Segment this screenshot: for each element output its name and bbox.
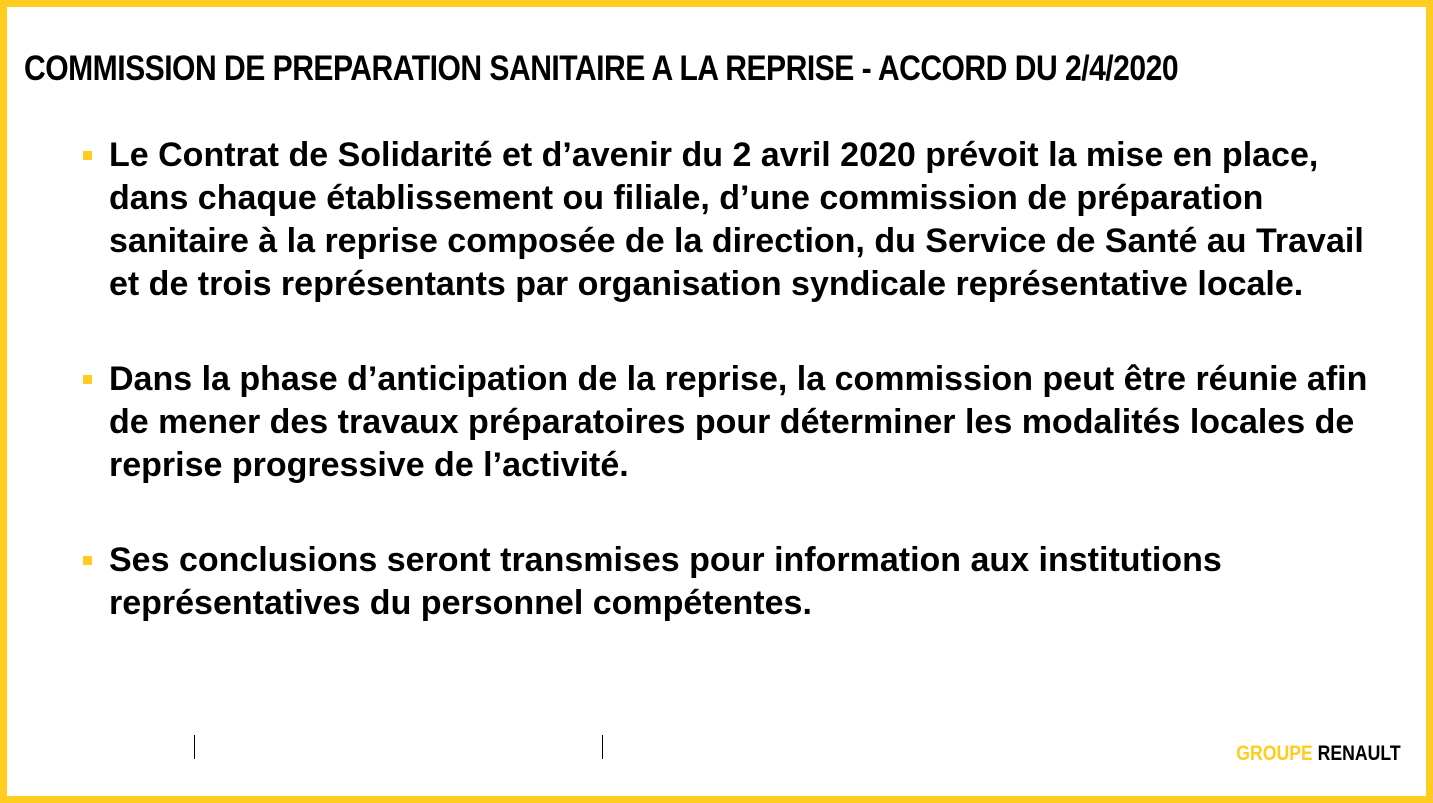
square-bullet-icon — [83, 375, 92, 384]
logo-groupe-text: GROUPE — [1236, 742, 1314, 765]
bullet-text: Dans la phase d’anticipation de la reprise, la commission peut être réunie afin de mener des travaux préparatoires pour déterminer les modalités locales de reprise progressive de l’activité. — [109, 360, 1368, 484]
groupe-renault-logo — [1237, 742, 1401, 766]
bullet-item — [83, 539, 1373, 625]
bullet-text: Le Contrat de Solidarité et d’avenir du 2 avril 2020 prévoit la mise en place, dans chaque établissement ou filiale, d’une commission de préparation sanitaire à la reprise composée de la direction, du Service de Santé au Travail et de trois représentants par organisation syndicale représentative locale. — [109, 136, 1364, 303]
bullet-text: Ses conclusions seront transmises pour information aux institutions représentatives du personnel compétentes. — [109, 541, 1222, 622]
footer-divider — [194, 735, 195, 759]
square-bullet-icon — [83, 151, 92, 160]
bullet-item — [83, 134, 1373, 306]
logo-brand-text: RENAULT — [1318, 742, 1401, 765]
bullet-list — [83, 134, 1373, 677]
slide-title: COMMISSION DE PREPARATION SANITAIRE A LA REPRISE - ACCORD DU 2/4/2020 — [24, 49, 1179, 88]
square-bullet-icon — [83, 556, 92, 565]
footer-divider — [602, 735, 603, 759]
bullet-item — [83, 358, 1373, 487]
